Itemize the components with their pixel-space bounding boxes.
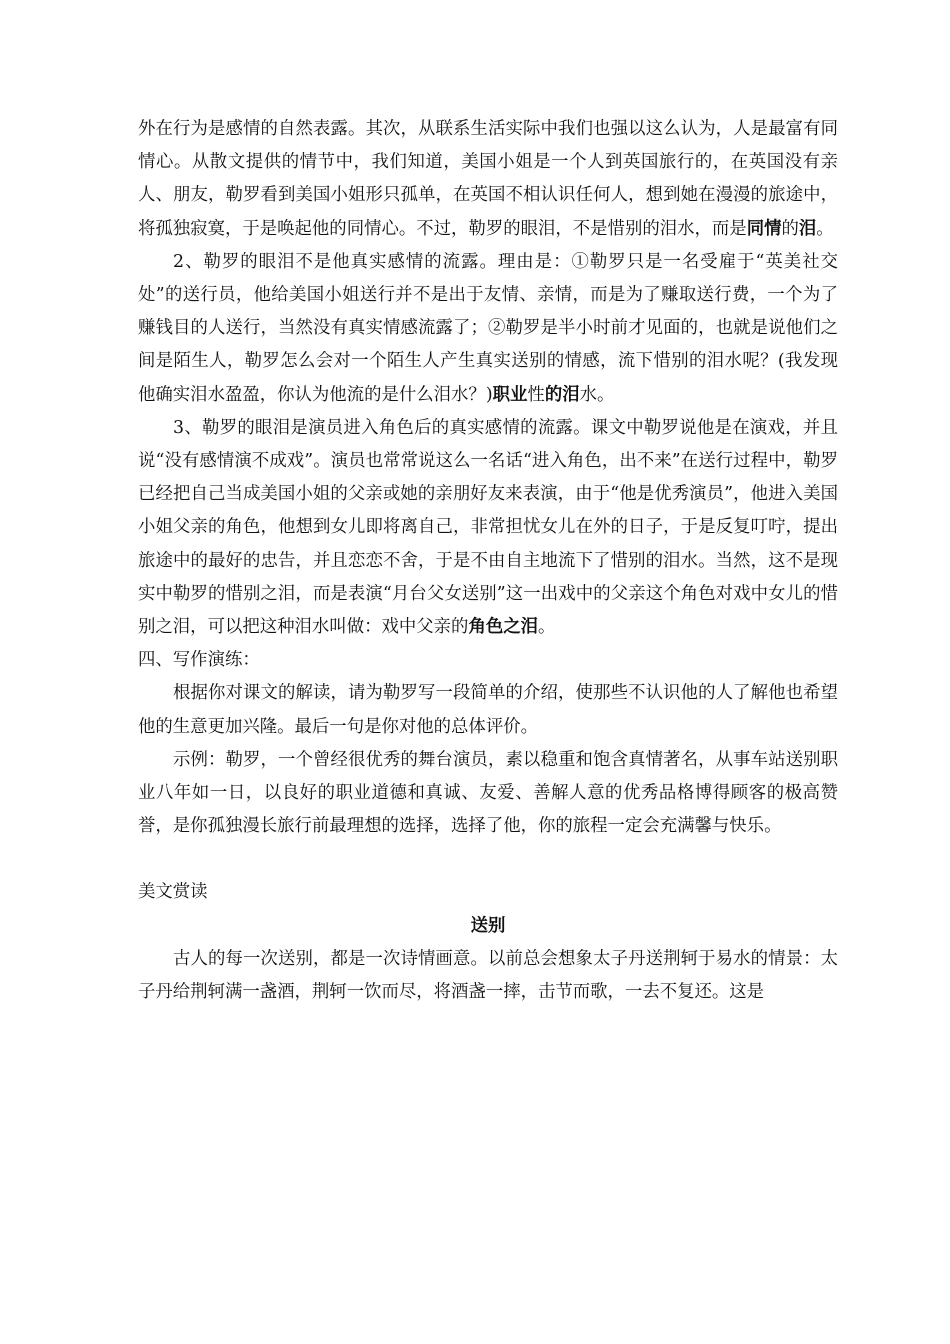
paragraph-text: 外在行为是感情的自然表露。其次，从联系生活实际中我们也强以这么认为，人是最富有同情心。从散文提供的情节中，我们知道，美国小姐是一个人到英国旅行的，在英国没有亲人、朋友，勒罗看到美国小姐形只孤单，在英国不相认识任何人，想到她在漫漫的旅途中，将孤独寂寞，于是唤起他的同情心。不过，勒罗的眼泪，不是惜别的泪水，而是 <box>138 119 838 239</box>
paragraph-text: 。 <box>816 218 834 239</box>
reading-body: 古人的每一次送别，都是一次诗情画意。以前总会想象太子丹送荆轲于易水的情景：太子丹给荆轲满一盏酒，荆轲一饮而尽，将酒盏一摔，击节而歌，一去不复还。这是 <box>138 948 838 1003</box>
spacer <box>138 843 838 876</box>
bold-keyword: 同情 <box>746 218 782 239</box>
bold-keyword: 泪 <box>798 218 817 239</box>
paragraph-point-2 <box>138 246 838 412</box>
paragraph-text: 的 <box>781 218 799 239</box>
paragraph-text: 水。 <box>579 384 615 405</box>
reading-title: 送别 <box>470 915 506 936</box>
bold-keyword: 职业 <box>492 384 528 405</box>
paragraph-text: 2、勒罗的眼泪不是他真实感情的流露。理由是：①勒罗只是一名受雇于“英美社交处”的送行员，他给美国小姐送行并不是出于友情、亲情，而是为了赚取送行费，一个为了赚钱目的人送行，当然没有真实情感流露了；②勒罗是半小时前才见面的，也就是说他们之间是陌生人，勒罗怎么会对一个陌生人产生真实送别的情感，流下惜别的泪水呢？(我发现他确实泪水盈盈，你认为他流的是什么泪水？) <box>138 251 838 405</box>
reading-label: 美文赏读 <box>138 882 208 903</box>
paragraph-point-3 <box>138 412 838 644</box>
paragraph-sympathy <box>138 113 838 246</box>
writing-prompt: 根据你对课文的解读，请为勒罗写一段简单的介绍，使那些不认识他的人了解他也希望他的生意更加兴隆。最后一句是你对他的总体评价。 <box>138 683 838 737</box>
bold-keyword: 角色之泪 <box>468 617 539 638</box>
paragraph-text: 3、勒罗的眼泪是演员进入角色后的真实感情的流露。课文中勒罗说他是在演戏，并且说“没有感情演不成戏”。演员也常常说这么一名话“进入角色，出不来”在送行过程中，勒罗已经把自己当成美国小姐的父亲或她的亲朋好友来表演，由于“他是优秀演员”，他进入美国小姐父亲的角色，他想到女儿即将离自己，非常担忧女儿在外的日子，于是反复叮咛，提出旅途中的最好的忠告，并且恋恋不舍，于是不由自主地流下了惜别的泪水。当然，这不是现实中勒罗的惜别之泪，而是表演“月台父女送别”这一出戏中的父亲这个角色对戏中女儿的惜别之泪，可以把这种泪水叫做：戏中父亲的 <box>138 417 838 638</box>
writing-example: 示例：勒罗，一个曾经很优秀的舞台演员，素以稳重和饱含真情著名，从事车站送别职业八年如一日，以良好的职业道德和真诚、友爱、善解人意的优秀品格博得顾客的极高赞誉，是你孤独漫长旅行前最理想的选择，选择了他，你的旅程一定会充满馨与快乐。 <box>138 749 838 837</box>
document-page <box>138 113 838 1009</box>
section-heading: 四、写作演练： <box>138 650 260 671</box>
paragraph-text: 性 <box>527 384 545 405</box>
paragraph-text: 。 <box>538 617 556 638</box>
bold-keyword: 的泪 <box>544 384 580 405</box>
